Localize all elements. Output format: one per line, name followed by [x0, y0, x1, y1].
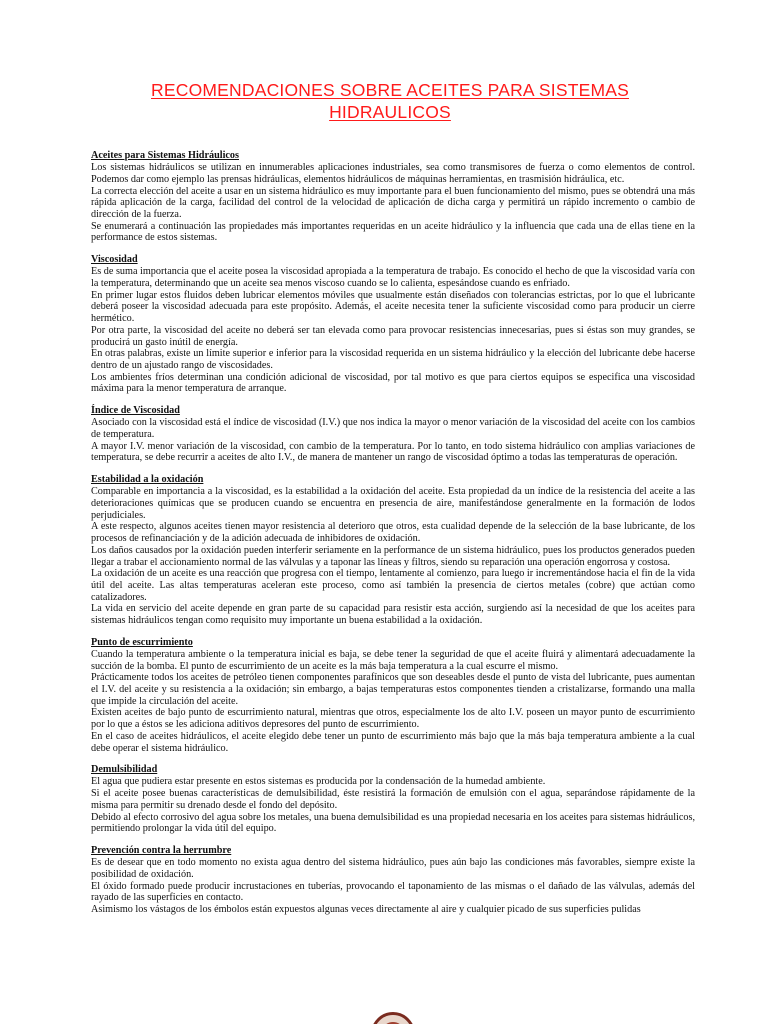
section-heading: Aceites para Sistemas Hidráulicos [91, 150, 239, 161]
paragraph: Es de suma importancia que el aceite posea la viscosidad apropiada a la temperatura de trabajo. Es conocido el hecho de que la viscosidad varía con la temperatura, determinando que un aceite sea menos viscoso cuando se lo calienta, espesándose cuando es enfriado. [91, 266, 695, 290]
seal-icon [371, 1012, 415, 1024]
paragraph: A mayor I.V. menor variación de la viscosidad, con cambio de la temperatura. Por lo tanto, en todo sistema hidráulico con amplias variaciones de temperatura, se debe recurrir a aceites de alto I.V., de manera de mantener un rango de viscosidad óptimo a todas las temperaturas de operación. [91, 440, 695, 464]
paragraph: Prácticamente todos los aceites de petróleo tienen componentes parafínicos que son deseables desde el punto de vista del lubricante, pues aumentan el I.V. del aceite y su resistencia a la oxidación; sin embargo, a bajas temperaturas estos componentes tienden a cristalizarse, formando una malla que impide la circulación del aceite. [91, 672, 695, 707]
paragraph: A este respecto, algunos aceites tienen mayor resistencia al deterioro que otros, esta cualidad depende de la selección de la base lubricante, de los procesos de refinanciación y de la adición adecuada de inhibidores de oxidación. [91, 521, 695, 545]
section-prevencion-herrumbre [91, 845, 695, 916]
section-punto-escurrimiento [91, 637, 695, 755]
paragraph: Los daños causados por la oxidación pueden interferir seriamente en la performance de un sistema hidráulico, pues los productos generados pueden llegar a trabar el accionamiento normal de las válvulas y a taponar las líneas y filtros, siendo su reparación una operación engorrosa y costosa. [91, 544, 695, 568]
section-heading: Viscosidad [91, 254, 138, 266]
paragraph: El agua que pudiera estar presente en estos sistemas es producida por la condensación de la humedad ambiente. [91, 776, 546, 788]
document-title: RECOMENDACIONES SOBRE ACEITES PARA SISTEMAS HIDRAULICOS [151, 80, 629, 122]
paragraph: Los sistemas hidráulicos se utilizan en innumerables aplicaciones industriales, sea como transmisores de fuerza o como elementos de control. Podemos dar como ejemplo las prensas hidráulicas, elementos hidráulicos de máquinas herramientas, en trasmisión hidráulica, etc. [91, 162, 695, 185]
document-body [91, 150, 695, 926]
section-heading: Punto de escurrimiento [91, 636, 193, 648]
paragraph: Debido al efecto corrosivo del agua sobre los metales, una buena demulsibilidad es una propiedad necesaria en los aceites para sistemas hidráulicos, permitiendo prolongar la vida útil del equipo. [91, 811, 695, 835]
paragraph: Asimismo los vástagos de los émbolos están expuestos algunas veces directamente al aire y cualquier picado de sus superficies pulidas [91, 903, 641, 915]
section-aceites [91, 150, 695, 244]
paragraph: En el caso de aceites hidráulicos, el aceite elegido debe tener un punto de escurrimiento más bajo que la más baja temperatura ambiente a la cual debe operar el sistema hidráulico. [91, 730, 695, 754]
paragraph: Por otra parte, la viscosidad del aceite no deberá ser tan elevada como para provocar resistencias innecesarias, pues si éstas son muy grandes, se producirá un gasto inútil de energía. [91, 324, 695, 348]
paragraph: Existen aceites de bajo punto de escurrimiento natural, mientras que otros, especialmente los de alto I.V. poseen un mayor punto de escurrimiento por lo que a éstos se les adiciona aditivos depresores del punto de escurrimiento. [91, 707, 695, 731]
section-estabilidad-oxidacion [91, 474, 695, 627]
section-demulsibilidad [91, 764, 695, 835]
section-viscosidad [91, 254, 695, 395]
paragraph: Cuando la temperatura ambiente o la temperatura inicial es baja, se debe tener la seguridad de que el aceite fluirá y alimentará adecuadamente la succión de la bomba. El punto de escurrimiento de un aceite es la más baja temperatura a la cual escurre el mismo. [91, 648, 695, 672]
paragraph: Los ambientes fríos determinan una condición adicional de viscosidad, por tal motivo es que para ciertos equipos se especifica una viscosidad máxima para la menor temperatura de arranque. [91, 371, 695, 395]
paragraph: La correcta elección del aceite a usar en un sistema hidráulico es muy importante para el buen funcionamiento del mismo, pues se obtendrá una más rápida aplicación de la carga, facilidad del control de la velocidad de aplicación de dicha carga y permitirá un rápido incremento o cambio de dirección de la fuerza. [91, 185, 695, 221]
section-heading: Índice de Viscosidad [91, 405, 180, 417]
paragraph: Asociado con la viscosidad está el índice de viscosidad (I.V.) que nos indica la mayor o menor variación de la viscosidad del aceite con los cambios de temperatura. [91, 417, 695, 440]
paragraph: Se enumerará a continuación las propiedades más importantes requeridas en un aceite hidráulico y la influencia que cada una de ellas tiene en la performance de estos sistemas. [91, 220, 695, 244]
section-indice-viscosidad [91, 405, 695, 464]
paragraph: La oxidación de un aceite es una reacción que progresa con el tiempo, lentamente al comienzo, para luego ir incrementándose hacia el fin de la vida útil del aceite. Las altas temperaturas aceleran este proceso, como así también la presencia de ciertos metales (cobre) que actúan como catalizadores. [91, 568, 695, 603]
paragraph: En primer lugar estos fluidos deben lubricar elementos móviles que usualmente están diseñados con tolerancias estrictas, por lo que el lubricante deberá poseer la viscosidad adecuada para este propósito. Además, el aceite necesita tener la suficiente viscosidad como para producir un cierre hermético. [91, 289, 695, 325]
section-heading: Prevención contra la herrumbre [91, 844, 232, 856]
paragraph: Si el aceite posee buenas características de demulsibilidad, éste resistirá la formación de emulsión con el agua, separándose rápidamente de la misma para permitir su drenado desde el fondo del depósito. [91, 788, 695, 811]
paragraph: El óxido formado puede producir incrustaciones en tuberías, provocando el taponamiento de las mismas o el dañado de las válvulas, además del rayado de las superficies en contacto. [91, 880, 695, 904]
paragraph: La vida en servicio del aceite depende en gran parte de su capacidad para resistir esta acción, surgiendo así la necesidad de que los aceites para sistemas hidráulicos tengan como requisito muy importante un buena estabilidad a la oxidación. [91, 603, 695, 627]
paragraph: Es de desear que en todo momento no exista agua dentro del sistema hidráulico, pues aún bajo las condiciones más favorables, siempre existe la posibilidad de oxidación. [91, 857, 695, 880]
section-heading: Demulsibilidad [91, 764, 158, 776]
paragraph: Comparable en importancia a la viscosidad, es la estabilidad a la oxidación del aceite. Esta propiedad da un índice de la resistencia del aceite a las deterioraciones químicas que se producen cuando se encuentra en presencia de aire, manifestándose generalmente en la formación de lodos perjudiciales. [91, 486, 695, 521]
section-heading: Estabilidad a la oxidación [91, 474, 204, 486]
paragraph: En otras palabras, existe un límite superior e inferior para la viscosidad requerida en un sistema hidráulico y la elección del lubricante debe hacerse dentro de un ajustado rango de viscosidades. [91, 348, 695, 371]
